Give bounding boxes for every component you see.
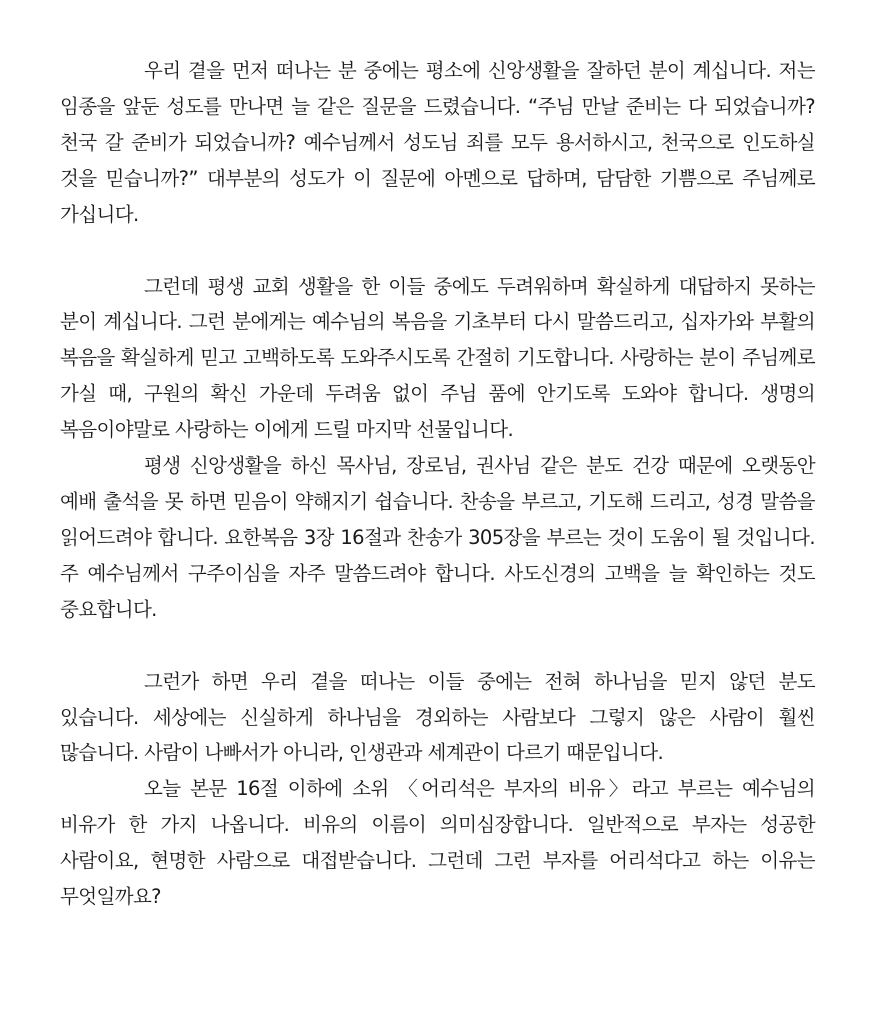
paragraph-2: 그런데 평생 교회 생활을 한 이들 중에도 두려워하며 확실하게 대답하지 못하는 분이 계십니다. 그런 분에게는 예수님의 복음을 기초부터 다시 말씀드리고, 십자가와 부활의 복음을 확실하게 믿고 고백하도록 도와주시도록 간절히 기도합니다. 사랑하는 분이 주님께로 가실 때, 구원의 확신 가운데 두려움 없이 주님 품에 안기도록 도와야 합니다. 생명의 복음이야말로 사랑하는 이에게 드릴 마지막 선물입니다. [60, 274, 815, 442]
paragraph-5: 오늘 본문 16절 이하에 소위 〈어리석은 부자의 비유〉라고 부르는 예수님의 비유가 한 가지 나옵니다. 비유의 이름이 의미심장합니다. 일반적으로 부자는 성공한 사람이요, 현명한 사람으로 대접받습니다. 그런데 그런 부자를 어리석다고 하는 이유는 무엇일까요? [60, 777, 815, 909]
paragraph-3: 평생 신앙생활을 하신 목사님, 장로님, 권사님 같은 분도 건강 때문에 오랫동안 예배 출석을 못 하면 믿음이 약해지기 쉽습니다. 찬송을 부르고, 기도해 드리고, 성경 말씀을 읽어드려야 합니다. 요한복음 3장 16절과 찬송가 305장을 부르는 것이 도움이 될 것입니다. 주 예수님께서 구주이심을 자주 말씀드려야 합니다. 사도신경의 고백을 늘 확인하는 것도 중요합니다. [60, 454, 815, 621]
paragraph-spacer [60, 628, 815, 664]
paragraph-1: 우리 곁을 먼저 떠나는 분 중에는 평소에 신앙생활을 잘하던 분이 계십니다. 저는 임종을 앞둔 성도를 만나면 늘 같은 질문을 드렸습니다. “주님 만날 준비는 다 되었습니까? 천국 갈 준비가 되었습니까? 예수님께서 성도님 죄를 모두 용서하시고, 천국으로 인도하실 것을 믿습니까?” 대부분의 성도가 이 질문에 아멘으로 답하며, 담담한 기쁨으로 주님께로 가십니다. [60, 59, 815, 226]
paragraph-4: 그런가 하면 우리 곁을 떠나는 이들 중에는 전혀 하나님을 믿지 않던 분도 있습니다. 세상에는 신실하게 하나님을 경외하는 사람보다 그렇지 않은 사람이 훨씬 많습니다. 사람이 나빠서가 아니라, 인생관과 세계관이 다르기 때문입니다. [60, 669, 815, 765]
document-body [60, 53, 815, 915]
paragraph-spacer [60, 233, 815, 269]
